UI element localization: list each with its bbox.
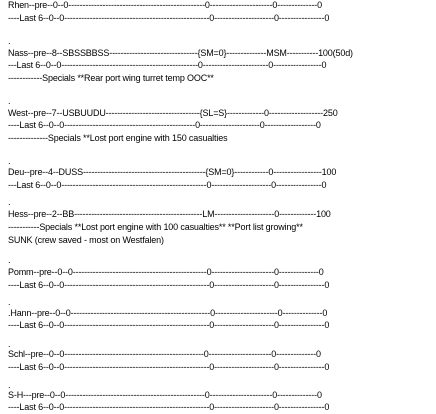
deu-last6-line: ---Last 6--0--0---------------------------------------------------0---------------------0----------------0 bbox=[8, 180, 327, 190]
rhen-pre-line: Rhen--pre--0--0------------------------------------------------0----------------------0--------------0 bbox=[8, 0, 322, 10]
hess-specials-line: -----------Specials **Lost port engine with 100 casualties** **Port list growing** bbox=[8, 222, 303, 232]
hann-last6-line: ----Last 6--0--0---------------------------------------------------0---------------------0----------------0 bbox=[8, 320, 330, 330]
separator-dot: . bbox=[8, 339, 11, 349]
deu-pre-line: Deu--pre--4--DUSS-------------------------------------------{SM=0}------------0-----------------100 bbox=[8, 167, 337, 177]
nass-specials-line: ------------Specials **Rear port wing turret temp OOC** bbox=[8, 73, 214, 83]
separator-dot: . bbox=[8, 297, 11, 307]
separator-dot: . bbox=[8, 96, 11, 106]
rhen-last6-line: ----Last 6--0--0---------------------------------------------------0---------------------0----------------0 bbox=[8, 13, 330, 23]
nass-pre-line: Nass--pre--8--SBSSBBSS-------------------------------{SM=0}--------------MSM-----------100(50d) bbox=[8, 48, 353, 58]
separator-dot: . bbox=[8, 197, 11, 207]
nass-last6-line: ---Last 6--0--0------------------------------------------------0-----------------------0-----------------0 bbox=[8, 60, 327, 70]
separator-dot: . bbox=[8, 255, 11, 265]
hann-pre-line: .Hann--pre--0--0-------------------------------------------------0----------------------0--------------0 bbox=[8, 308, 328, 318]
separator-dot: . bbox=[8, 156, 11, 166]
separator-dot: . bbox=[8, 36, 11, 46]
sh-pre-line: S-H---pre--0--0-------------------------------------------------0----------------------0--------------0 bbox=[8, 390, 322, 400]
pomm-pre-line: Pomm--pre--0--0-----------------------------------------------0----------------------0--------------0 bbox=[8, 267, 324, 277]
separator-dot: . bbox=[8, 380, 11, 390]
west-pre-line: West--pre--7--USBUUDU---------------------------------{SL=S}-------------0-------------------250 bbox=[8, 108, 338, 118]
west-last6-line: ----Last 6--0--0----------------------------------------------0---------------------0------------------0 bbox=[8, 120, 321, 130]
pomm-last6-line: ----Last 6--0--0---------------------------------------------------0---------------------0----------------0 bbox=[8, 280, 330, 290]
schl-pre-line: Schl--pre--0--0-------------------------------------------------0----------------------0--------------0 bbox=[8, 349, 321, 359]
hess-pre-line: Hess--pre--2--BB---------------------------------------------LM---------------------0-------------100 bbox=[8, 209, 331, 219]
schl-last6-line: ----Last 6--0--0---------------------------------------------------0---------------------0----------------0 bbox=[8, 362, 330, 372]
sh-last6-line: ----Last 6--0--0---------------------------------------------------0---------------------0----------------0 bbox=[8, 402, 330, 412]
hess-sunk-line: SUNK (crew saved - most on Westfalen) bbox=[8, 235, 164, 245]
west-specials-line: --------------Specials **Lost port engine with 150 casualties bbox=[8, 133, 228, 143]
